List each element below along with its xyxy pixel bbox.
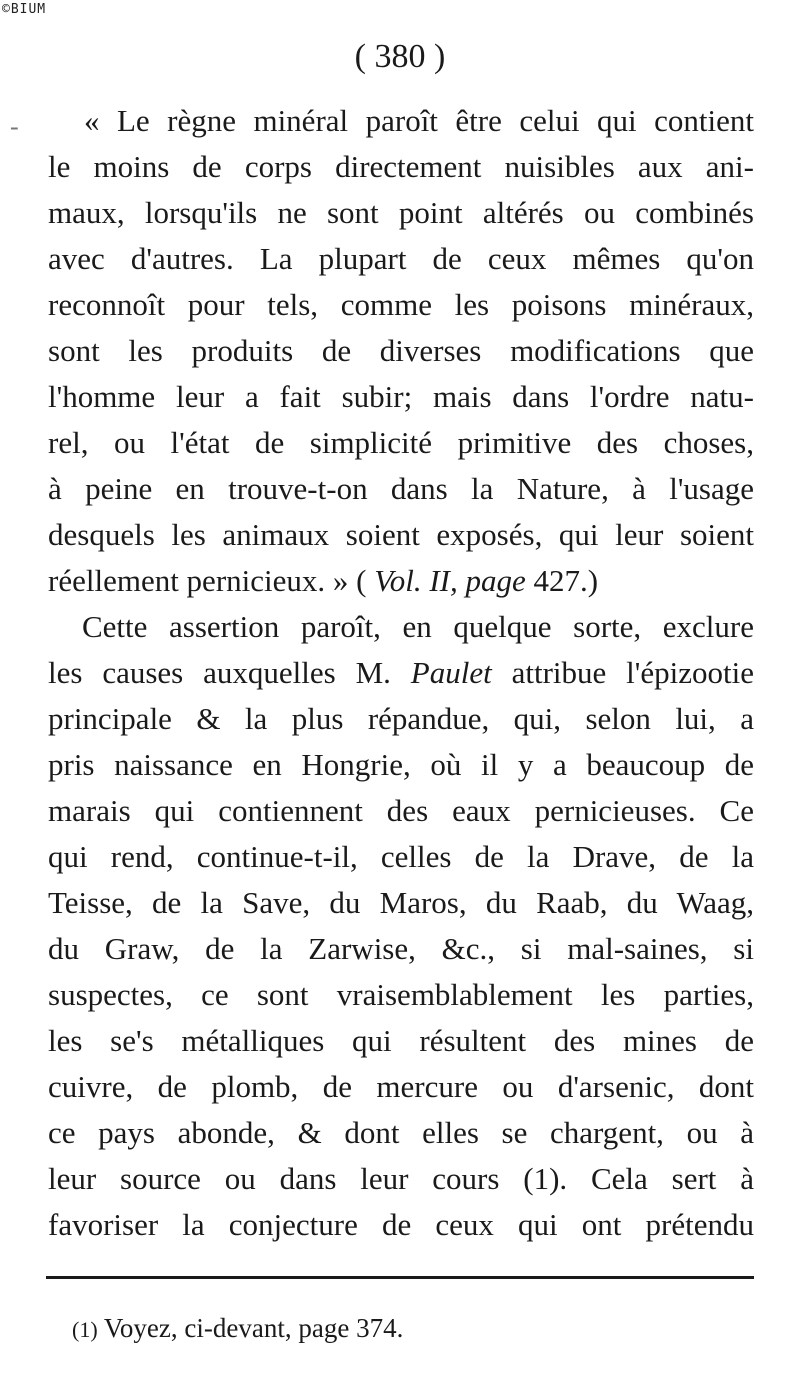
text-run: 427.) [525,563,599,598]
footnote [72,1310,403,1348]
text-run: sont les produits de diverses modifications que [48,333,754,368]
text-run: principale & la plus répandue, qui, selon lui, a [48,701,754,736]
text-run: attribue l'épizootie [491,655,754,690]
text-run: ce pays abonde, & dont elles se chargent, ou à [48,1115,754,1150]
text-line [48,696,754,742]
text-line [48,512,754,558]
text-line [48,236,754,282]
text-run: réellement pernicieux. » ( [48,563,375,598]
text-run: suspectes, ce sont vraisemblablement les parties, [48,977,754,1012]
text-run: reconnoît pour tels, comme les poisons minéraux, [48,287,754,322]
text-line [48,558,754,604]
text-line [48,788,754,834]
text-run: maux, lorsqu'ils ne sont point altérés ou combinés [48,195,754,230]
text-line [48,926,754,972]
text-run: à peine en trouve-t-on dans la Nature, à l'usage [48,471,754,506]
watermark: ©BIUM [2,2,47,17]
body-text [48,98,754,1248]
text-line [48,282,754,328]
text-line [48,98,754,144]
text-line [48,650,754,696]
text-run: pris naissance en Hongrie, où il y a beaucoup de [48,747,754,782]
text-run: Cette assertion paroît, en quelque sorte, exclure [82,609,754,644]
page-number: ( 380 ) [354,38,446,75]
text-run: qui rend, continue-t-il, celles de la Drave, de la [48,839,754,874]
text-run: « Le règne minéral paroît être celui qui contient [84,103,754,138]
margin-mark: - [10,112,19,141]
text-line [48,1110,754,1156]
text-line [48,466,754,512]
text-line [48,190,754,236]
text-run: rel, ou l'état de simplicité primitive des choses, [48,425,754,460]
text-line [48,972,754,1018]
text-line [48,1018,754,1064]
text-line [48,742,754,788]
text-line [48,328,754,374]
text-line [48,420,754,466]
text-run: les se's métalliques qui résultent des mines de [48,1023,754,1058]
text-run: cuivre, de plomb, de mercure ou d'arsenic, dont [48,1069,754,1104]
text-line [48,1064,754,1110]
text-line [48,834,754,880]
italic-text: Paulet [410,655,492,690]
italic-text: Vol. II, page [374,563,526,598]
text-run: l'homme leur a fait subir; mais dans l'ordre natu- [48,379,754,414]
text-run: le moins de corps directement nuisibles aux ani- [48,149,754,184]
text-run: desquels les animaux soient exposés, qui leur soient [48,517,754,552]
text-line [48,880,754,926]
text-line [48,144,754,190]
text-run: les causes auxquelles M. [48,655,411,690]
text-line [48,604,754,650]
text-run: Teisse, de la Save, du Maros, du Raab, du Waag, [48,885,754,920]
footnote-rule [46,1276,754,1279]
text-run: favoriser la conjecture de ceux qui ont prétendu [48,1207,754,1242]
text-line [48,1202,754,1248]
text-line [48,374,754,420]
text-run: du Graw, de la Zarwise, &c., si mal-saines, si [48,931,754,966]
text-line [48,1156,754,1202]
text-run: avec d'autres. La plupart de ceux mêmes qu'on [48,241,754,276]
text-run: leur source ou dans leur cours (1). Cela sert à [48,1161,754,1196]
footnote-marker: (1) [72,1317,98,1342]
footnote-text: Voyez, ci-devant, page 374. [97,1313,404,1343]
text-run: marais qui contiennent des eaux pernicieuses. Ce [48,793,754,828]
